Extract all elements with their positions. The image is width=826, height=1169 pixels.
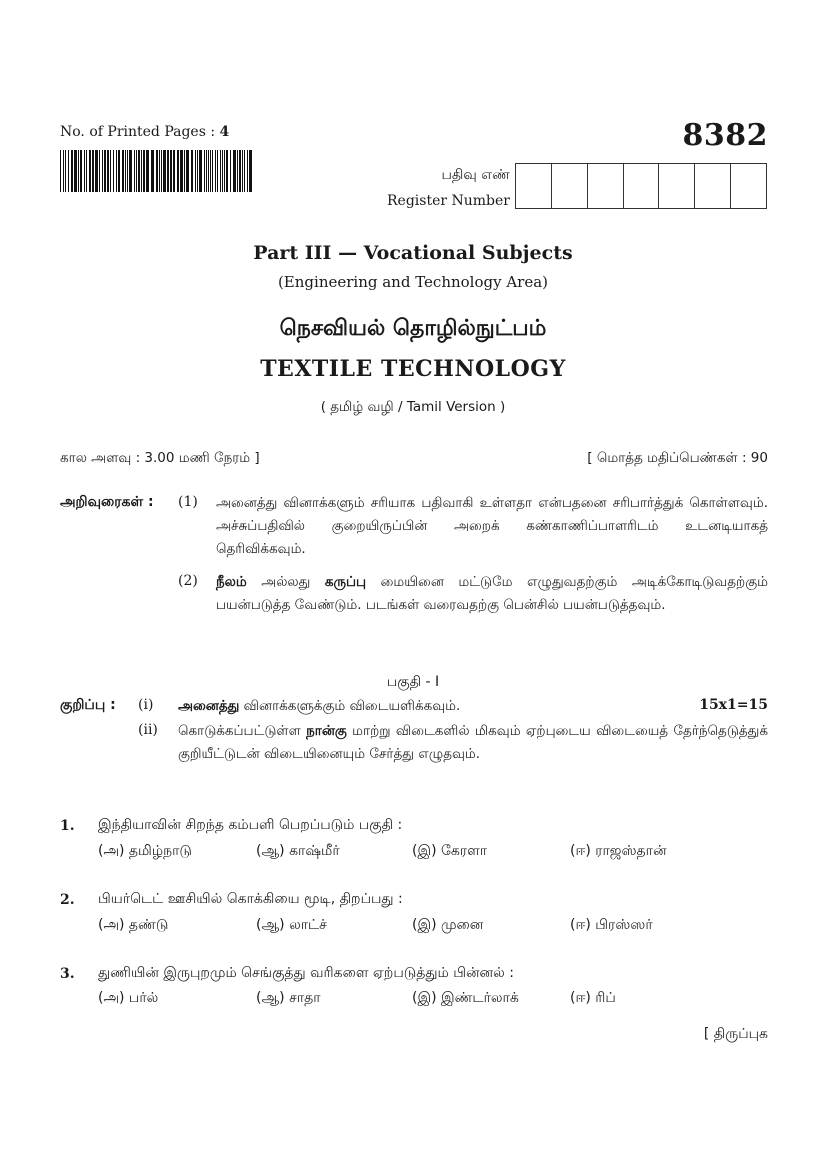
note-2-text — [178, 720, 768, 766]
total-marks: [ மொத்த மதிப்பெண்கள் : 90 — [587, 450, 768, 466]
printed-pages-label: No. of Printed Pages : — [60, 124, 216, 140]
area-subheading: (Engineering and Technology Area) — [277, 273, 549, 291]
option-d: (ஈ) ராஜஸ்தான் — [570, 843, 667, 859]
note-1-number: (i) — [138, 697, 154, 713]
instruction-1-text: அனைத்து வினாக்களும் சரியாக பதிவாகி உள்ளதா என்பதனை சரிபார்த்துக் கொள்ளவும். அச்சுப்பதிவில் குறையிருப்பின் அறைக் கண்காணிப்பாளரிடம் உடனடியாகத் தெரிவிக்கவும். — [216, 495, 768, 557]
register-digit-box — [624, 164, 660, 208]
question-number: 2. — [60, 892, 75, 908]
note-label-text: குறிப்பு : — [60, 697, 116, 713]
note-label — [60, 697, 116, 715]
option-b: (ஆ) லாட்ச் — [256, 917, 327, 933]
note-1-text — [178, 695, 598, 718]
option-c: (இ) கேரளா — [412, 843, 488, 859]
question-text: பியர்டெட் ஊசியில் கொக்கியை மூடி, திறப்பது : — [98, 891, 403, 907]
option-c: (இ) முனை — [412, 917, 484, 933]
option-a: (அ) தமிழ்நாடு — [98, 843, 192, 859]
version-label: ( தமிழ் வழி / Tamil Version ) — [320, 399, 506, 415]
note-1-bold: அனைத்து — [178, 698, 240, 714]
option-a: (அ) பர்ல் — [98, 990, 159, 1006]
section-title: பகுதி - I — [386, 674, 440, 690]
paper-code: 8382 — [682, 118, 768, 153]
question-number: 1. — [60, 818, 75, 834]
please-turn-over: [ திருப்புக — [703, 1026, 768, 1042]
instruction-2-text — [216, 571, 768, 617]
part-heading: Part III — Vocational Subjects — [253, 242, 573, 264]
instruction-2-black: கருப்பு — [324, 574, 367, 590]
question-text: இந்தியாவின் சிறந்த கம்பளி பெறப்படும் பகுதி : — [98, 817, 403, 833]
question-number: 3. — [60, 966, 75, 982]
printed-pages-value: 4 — [219, 124, 230, 140]
note-1-rest: வினாக்களுக்கும் விடையளிக்கவும். — [239, 698, 461, 714]
note-2-rest: மாற்று விடைகளில் மிகவும் ஏற்புடைய விடையைத் தேர்ந்தெடுத்துக் குறியீட்டுடன் விடையினையும் சேர்த்து எழுதவும். — [178, 723, 768, 762]
option-d: (ஈ) ரிப் — [570, 990, 616, 1006]
question-text: துணியின் இருபுறமும் செங்குத்து வரிகளை ஏற்படுத்தும் பின்னல் : — [98, 965, 514, 981]
option-b: (ஆ) சாதா — [256, 990, 321, 1006]
instruction-1-number: (1) — [178, 494, 198, 510]
subject-title-english: TEXTILE TECHNOLOGY — [260, 356, 566, 382]
register-number-labels — [360, 162, 510, 214]
barcode-image — [60, 150, 254, 192]
instructions-heading — [60, 494, 154, 512]
register-digit-box — [659, 164, 695, 208]
note-2-bold: நான்கு — [306, 723, 347, 739]
option-a: (அ) தண்டு — [98, 917, 169, 933]
register-digit-box — [695, 164, 731, 208]
register-label-tamil: பதிவு எண் — [441, 167, 510, 183]
option-b: (ஆ) காஷ்மீர் — [256, 843, 340, 859]
time-duration: கால அளவு : 3.00 மணி நேரம் ] — [60, 450, 260, 466]
instructions-heading-label: அறிவுரைகள் : — [60, 494, 154, 510]
printed-pages — [60, 124, 229, 140]
marks-rule: 15x1=15 — [699, 697, 768, 713]
note-2-pre: கொடுக்கப்பட்டுள்ள — [178, 723, 307, 739]
subject-title-tamil: நெசவியல் தொழில்நுட்பம் — [279, 316, 547, 341]
register-label-english: Register Number — [387, 193, 510, 209]
instruction-2-number: (2) — [178, 573, 198, 589]
register-digit-box — [552, 164, 588, 208]
instruction-2-mid: அல்லது — [246, 574, 325, 590]
register-digit-box — [516, 164, 552, 208]
instruction-2-blue: நீலம் — [216, 574, 247, 590]
option-d: (ஈ) பிரஸ்ஸர் — [570, 917, 653, 933]
option-c: (இ) இண்டர்லாக் — [412, 990, 519, 1006]
register-digit-box — [731, 164, 766, 208]
register-digit-box — [588, 164, 624, 208]
register-number-boxes — [515, 163, 767, 209]
note-2-number: (ii) — [138, 722, 158, 738]
instruction-2-rest: மையினை மட்டுமே எழுதுவதற்கும் அடிக்கோடிடுவதற்கும் பயன்படுத்த வேண்டும். படங்கள் வரைவதற்கு பென்சில் பயன்படுத்தவும். — [216, 574, 768, 613]
